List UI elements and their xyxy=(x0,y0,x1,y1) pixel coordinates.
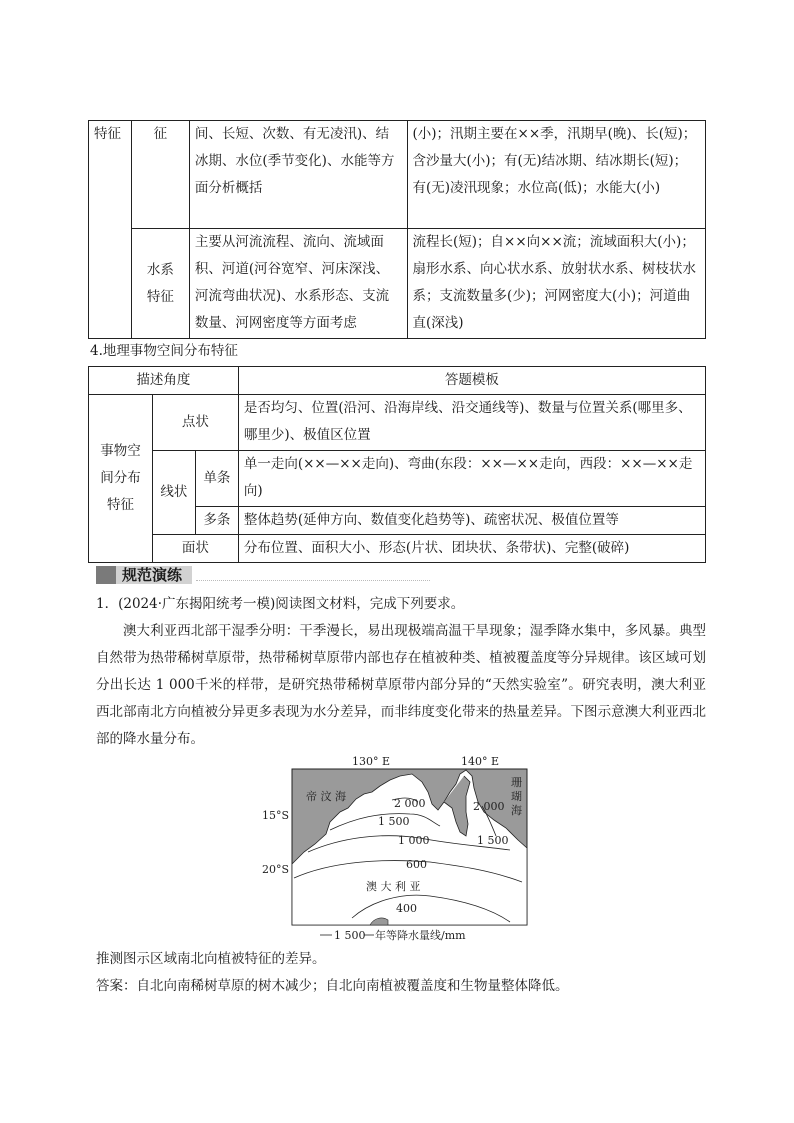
isohyet-label-400: 400 xyxy=(396,902,417,915)
lon-label-140: 140° E xyxy=(461,755,500,768)
isohyet-label-1500-west: 1 500 xyxy=(378,815,410,828)
template-cell: 流程长(短)；自××向××流；流域面积大(小)；扇形水系、向心状水系、放射状水系、树枝状水系；支流数量多(少)；河网密度大(小)；河道曲直(深浅) xyxy=(407,229,705,339)
lat-label-15s: 15°S xyxy=(262,809,290,822)
legend-value: 1 500 xyxy=(334,929,366,942)
single-label: 单条 xyxy=(195,451,238,507)
subcategory-cell: 水系特征 xyxy=(131,229,189,339)
point-label: 点状 xyxy=(152,395,238,451)
header-template: 答题模板 xyxy=(238,367,705,395)
lon-label-130: 130° E xyxy=(352,755,391,768)
banner-title: 规范演练 xyxy=(116,566,192,584)
practice-banner xyxy=(96,566,430,584)
sea-label-coral-1: 珊 xyxy=(511,776,522,789)
point-text: 是否均匀、位置(沿河、沿海岸线、沿交通线等)、数量与位置关系(哪里多、哪里少)、极值区位置 xyxy=(238,395,705,451)
banner-bar xyxy=(96,566,116,584)
material-paragraph: 澳大利亚西北部干湿季分明：干季漫长，易出现极端高温干旱现象；湿季降水集中，多风暴。典型自然带为热带稀树草原带，热带稀树草原带内部也存在植被种类、植被覆盖度等分异规律。该区域可划分出长达 1 000千米的样带，是研究热带稀树草原带内部分异的“天然实验室”。研究表明，澳大利亚西北部南北方向植被分异更多表现为水分差异，而非纬度变化带来的热量差异。下图示意澳大利亚西北部的降水量分布。 xyxy=(96,623,706,747)
distribution-table xyxy=(88,366,706,563)
isohyet-label-2000-east: 2 000 xyxy=(473,800,505,813)
table-row xyxy=(89,121,706,229)
land-label-australia: 澳 大 利 亚 xyxy=(366,880,421,893)
answer: 答案：自北向南稀树草原的树木减少；自北向南植被覆盖度和生物量整体降低。 xyxy=(96,978,569,994)
table-row xyxy=(89,535,706,563)
rainfall-map xyxy=(260,752,550,942)
table-row xyxy=(89,395,706,451)
template-cell: (小)；汛期主要在××季，汛期早(晚)、长(短)；含沙量大(小)；有(无)结冰期、结冰期长(短)；有(无)凌汛现象；水位高(低)；水能大(小) xyxy=(407,121,705,229)
banner-dots xyxy=(196,570,430,581)
sea-label-timor: 帝 汶 海 xyxy=(306,790,346,803)
header-angle: 描述角度 xyxy=(89,367,239,395)
lat-label-20s: 20°S xyxy=(262,863,290,876)
isohyet-label-600: 600 xyxy=(406,858,427,871)
multi-text: 整体趋势(延伸方向、数值变化趋势等)、疏密状况、极值位置等 xyxy=(238,507,705,535)
multi-label: 多条 xyxy=(195,507,238,535)
single-text: 单一走向(××—××走向)、弯曲(东段：××—××走向，西段：××—××走向) xyxy=(238,451,705,507)
aspect-cell: 主要从河流流程、流向、流域面积、河道(河谷宽窄、河床深浅、河流弯曲状况)、水系形态、支流数量、河网密度等方面考虑 xyxy=(189,229,407,339)
subcategory-cell: 征 xyxy=(131,121,189,229)
sea-label-coral-3: 海 xyxy=(511,804,522,817)
aspect-cell: 间、长短、次数、有无凌汛)、结冰期、水位(季节变化)、水能等方面分析概括 xyxy=(189,121,407,229)
isohyet-label-1000: 1 000 xyxy=(398,834,430,847)
hydrology-table xyxy=(88,120,706,339)
legend-text: 年等降水量线/mm xyxy=(375,929,466,942)
isohyet-label-2000-west: 2 000 xyxy=(394,797,426,810)
sea-label-coral-2: 瑚 xyxy=(511,790,522,803)
table-header-row xyxy=(89,367,706,395)
group-cell: 事物空间分布特征 xyxy=(89,395,153,563)
line-label: 线状 xyxy=(152,451,195,535)
area-label: 面状 xyxy=(152,535,238,563)
table-row xyxy=(89,229,706,339)
table-row xyxy=(89,451,706,507)
area-text: 分布位置、面积大小、形态(片状、团块状、条带状)、完整(破碎) xyxy=(238,535,705,563)
question-ask: 推测图示区域南北向植被特征的差异。 xyxy=(96,951,326,967)
isohyet-label-1500-east: 1 500 xyxy=(477,834,509,847)
feature-cell: 特征 xyxy=(89,121,132,339)
question-stem: 1．(2024·广东揭阳统考一模)阅读图文材料，完成下列要求。 xyxy=(96,596,465,612)
section-title: 4.地理事物空间分布特征 xyxy=(90,343,238,359)
